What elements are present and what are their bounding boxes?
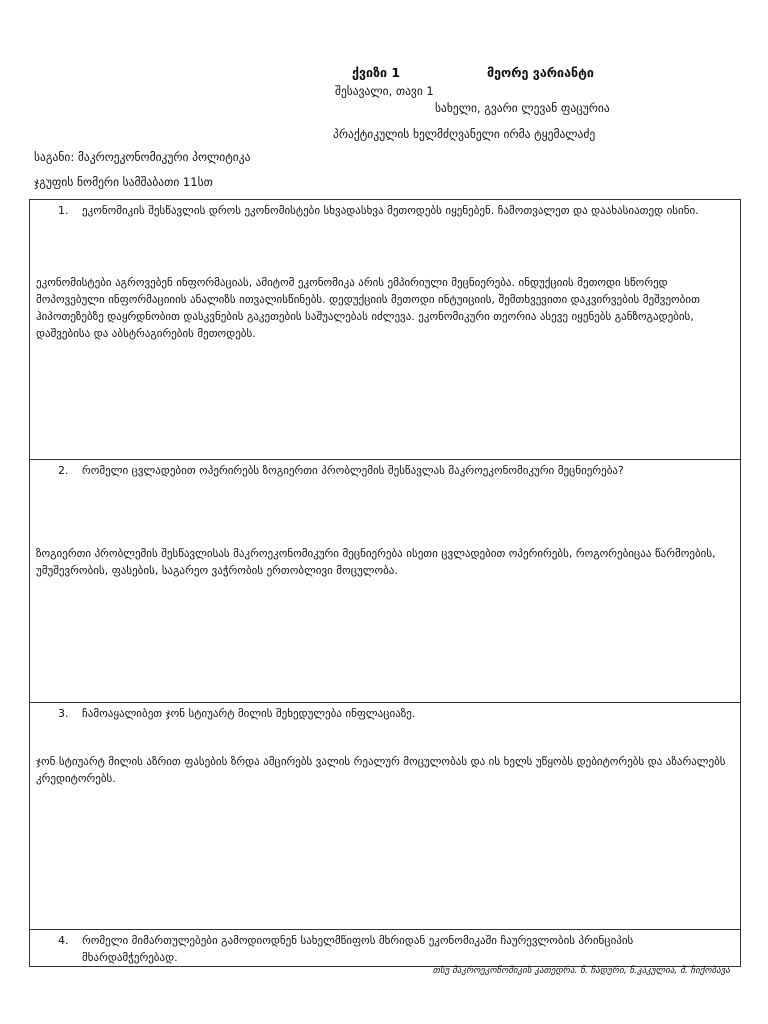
question-row-1 xyxy=(30,200,741,460)
answer-1[interactable]: ეკონომისტები აგროვებენ ინფორმაციას, ამიტომ ეკონომიკა არის ემპირიული მეცნიერება. ინდუქციის მეთოდი სწორედ მოპოვებული ინფორმაციიის ანალიზს ითვალისწინებს. დედუქციის მეთოდი ინტუიციის, შემთხვევითი დაკვირვების მეშვეობით ჰიპოთეზებზე დაყრდნობით დასკვნების გაკეთების საშუალებას იძლევა. ეკონომიკური თეორია ასევე იყენებს განზოგადების, დაშვებისა და აბსტრაგირების მეთოდებს. xyxy=(36,276,700,340)
question-cell-1 xyxy=(30,200,741,460)
question-number: 1. xyxy=(58,204,69,217)
question-2 xyxy=(30,460,740,479)
variant-label: მეორე ვარიანტი xyxy=(487,65,594,80)
question-row-3 xyxy=(30,703,741,930)
question-text: ეკონომიკის შესწავლის დროს ეკონომისტები სხვადასხვა მეთოდებს იყენებენ. ჩამოთვალეთ და დაახასიათედ ისინი. xyxy=(82,204,699,217)
question-row-4 xyxy=(30,930,741,967)
question-3 xyxy=(30,703,740,722)
question-text: ჩამოაყალიბეთ ჯონ სტიუარტ მილის შეხედულება ინფლაციაზე. xyxy=(82,707,416,720)
question-cell-4 xyxy=(30,930,741,967)
question-text: რომელი ცვლადებით ოპერირებს ზოგიერთი პრობლემის შესწავლას მაკროეკონომიკური მეცნიერება? xyxy=(82,464,624,477)
answer-3[interactable]: ჯონ სტიუარტ მილის აზრით ფასების ზრდა ამცირებს ვალის რეალურ მოცულობას და ის ხელს უწყობს დებიტორებს და აზარალებს კრედიტორებს. xyxy=(36,755,726,785)
question-number: 3. xyxy=(58,707,69,720)
question-text: რომელი მიმართულებები გამოდიოდნენ სახელმწიფოს მხრიდან ეკონომიკაში ჩაურევლობის პრინციპის მხარდამჭერებად. xyxy=(82,934,634,964)
question-row-2 xyxy=(30,460,741,703)
group-label: ჯგუფის ნომერი სამშაბათი 11სთ xyxy=(34,175,213,189)
question-cell-3 xyxy=(30,703,741,930)
question-number: 4. xyxy=(58,934,69,947)
chapter-label: შესავალი, თავი 1 xyxy=(335,84,434,98)
footer-credit: თსუ მაკროეკონომიკის კათედრა. ნ. ჩადური, ნ.კაკულია, მ. ჩიქობავა xyxy=(432,966,730,976)
question-cell-2 xyxy=(30,460,741,703)
subject-label: საგანი: მაკროეკონომიკური პოლიტიკა xyxy=(34,150,251,164)
question-number: 2. xyxy=(58,464,69,477)
question-1 xyxy=(30,200,740,219)
answer-2[interactable]: ზოგიერთი პრობლემის შესწავლისას მაკროეკონომიკური მეცნიერება ისეთი ცვლადებით ოპერირებს, როგორებიცაა წარმოების, უმუშევრობის, ფასების, საგარეო ვაჭრობის ერთობლივი მოცულობა. xyxy=(36,547,716,577)
questions-table xyxy=(29,199,741,967)
student-name: სახელი, გვარი ლევან ფაცურია xyxy=(435,101,610,115)
instructor-name: პრაქტიკულის ხელმძღვანელი ირმა ტყემალაძე xyxy=(333,127,596,141)
question-4 xyxy=(30,930,740,966)
quiz-title: ქვიზი 1 xyxy=(352,65,401,80)
